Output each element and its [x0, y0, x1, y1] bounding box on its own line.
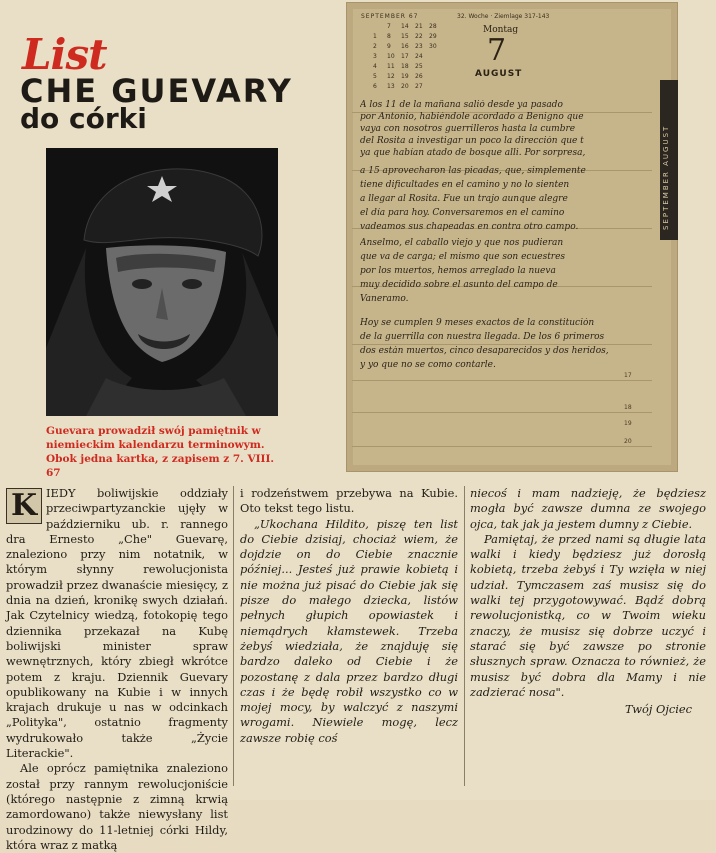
month-side-tab: SEPTEMBER AUGUST [660, 80, 678, 240]
handwriting-line: tiene dificultades en el camino y no lo sienten [360, 180, 570, 190]
mini-calendar: 7 14 21 28 1 8 15 22 29 2 9 16 23 30 3 10 17 24 4 11 18 25 5 12 19 26 6 13 20 27 [373, 23, 437, 90]
column-divider [464, 486, 465, 786]
handwriting-line: vadeamos sus chapeadas en contra otro campo. [360, 222, 579, 232]
diary-page-photo [347, 3, 677, 471]
article-column-1 [6, 486, 228, 853]
headline-subtitle: do córki [20, 102, 147, 135]
article-paragraph: i rodzeństwem przebywa na Kubie. Oto tekst tego listu. [240, 486, 458, 516]
diary-day-number: 7 [487, 33, 507, 68]
letter-paragraph: Pamiętaj, że przed nami są długie lata walki i kiedy będziesz już dorosłą kobietą, trzeba żebyś i Ty wzięła w niej udział. Tymczasem zaś musisz się do walki tej przygotowywać. Bądź dobrą rewolucjonistką, co w Twoim wieku znaczy, że musisz się dobrze uczyć i starać się być zawsze po stronie słusznych spraw. Oznacza to również, że musisz być dobra dla Mamy i nie zadzierać nosa". [470, 531, 706, 699]
letter-paragraph: „Ukochana Hildito, piszę ten list do Ciebie dzisiaj, chociaż wiem, że dojdzie on do Ciebie znacznie później... Jesteś już prawie kobietą i nie można już pisać do Ciebie jak się pisze do małego dziecka, listów pełnych głupich opowiastek i niemądrych kłamstewek. Trzeba żebyś wiedziała, że znajduję się bardzo daleko od Ciebie i że pozostanę z dala przez bardzo długi czas i że będę robił wszystko co w mojej mocy, by walczyć z naszymi wrogami. Niewiele mogę, lecz zawsze robię coś [240, 516, 458, 745]
handwriting-line: el día para hoy. Conversaremos en el camino [360, 208, 565, 218]
handwriting-line: de la guerrilla con nuestra llegada. De los 6 primeros [360, 332, 605, 342]
handwriting-line: a 15 aprovecharon las picadas, que, simplemente [360, 166, 586, 176]
photo-caption: Guevara prowadził swój pamiętnik w niemieckim kalendarzu terminowym. Obok jedna kartka, z zapisem z 7. VIII. 67 [46, 425, 275, 479]
drop-cap: K [6, 488, 42, 524]
article-column-2 [240, 486, 458, 746]
handwriting-line: Hoy se cumplen 9 meses exactos de la constitución [360, 318, 595, 328]
portrait-illustration [46, 148, 278, 416]
handwriting-line: ya que habían atado de bosque alli. Por sorpresa, [360, 148, 586, 158]
article-paragraph: Ale oprócz pamiętnika znaleziono został przy rannym rewolucjoniście (którego następnie z zimną krwią zamordowano) także niewysłany list urodzinowy do 11-letniej córki Hildy, która wraz z matką [6, 761, 228, 852]
letter-paragraph: niecoś i mam nadzieję, że będziesz mogła być zawsze dumna ze swojego ojca, tak jak ja jestem dumny z Ciebie. [470, 486, 706, 531]
handwriting-line: por Antonio, habiéndole acordado a Benigno que [360, 112, 584, 122]
handwriting-line: y yo que no se como contarle. [360, 360, 496, 370]
hour-label: 20 [624, 438, 632, 445]
week-info: 32. Woche · Ziemlage 317-143 [457, 13, 550, 20]
headline-name: CHE GUEVARY [20, 72, 293, 110]
diary-weekday: Montag [483, 25, 519, 35]
handwriting-line: que va de carga; el mismo que son ecuestres [360, 252, 566, 262]
handwriting-line: Anselmo, el caballo viejo y que nos pudieran [360, 238, 564, 248]
letter-signature: Twój Ojciec [625, 702, 692, 717]
handwriting-line: dos están muertos, cinco desaparecidos y dos heridos, [360, 346, 609, 356]
column-divider [233, 486, 234, 786]
diary-month: AUGUST [475, 69, 523, 79]
article-lead-paragraph: K IEDY boliwijskie oddziały przeciwpartyzanckie ujęły w październiku ub. r. rannego dra Ernesto „Che" Guevarę, znaleziono przy nim notatnik, w którym słynny rewolucjonista prowadził przez dwanaście miesięcy, z dnia na dzień, kronikę swych działań. Jak Czytelnicy wiedzą, fotokopię tego dziennika przekazał na Kubę boliwijski minister spraw wewnętrznych, który zbiegł wkrótce potem z kraju. Dziennik Guevary opublikowany na Kubie i w innych krajach drukuje u nas w odcinkach „Polityka", ostatnio fragmenty wydrukowało także „Życie Literackie". [6, 486, 228, 761]
mini-calendar-heading: SEPTEMBER 67 [361, 13, 419, 20]
handwriting-line: del Rosita a investigar un poco la dirección que t [360, 136, 584, 146]
handwriting-line: A los 11 de la mañana salió desde ya pasado [360, 100, 563, 110]
hour-label: 17 [624, 372, 632, 379]
hour-label: 19 [624, 420, 632, 427]
headline-list: List [22, 30, 107, 79]
article-column-3 [470, 486, 706, 717]
handwriting-line: muy decidido sobre el asunto del campo de [360, 280, 558, 290]
hour-label: 18 [624, 404, 632, 411]
handwriting-line: a llegar al Rosita. Fue un trajo aunque alegre [360, 194, 568, 204]
handwriting-line: Vaneramo. [360, 294, 409, 304]
handwriting-line: vaya con nosotros guerrilleros hasta la cumbre [360, 124, 576, 134]
handwriting-line: por los muertos, hemos arreglado la nueva [360, 266, 556, 276]
che-portrait-photo [46, 148, 278, 416]
